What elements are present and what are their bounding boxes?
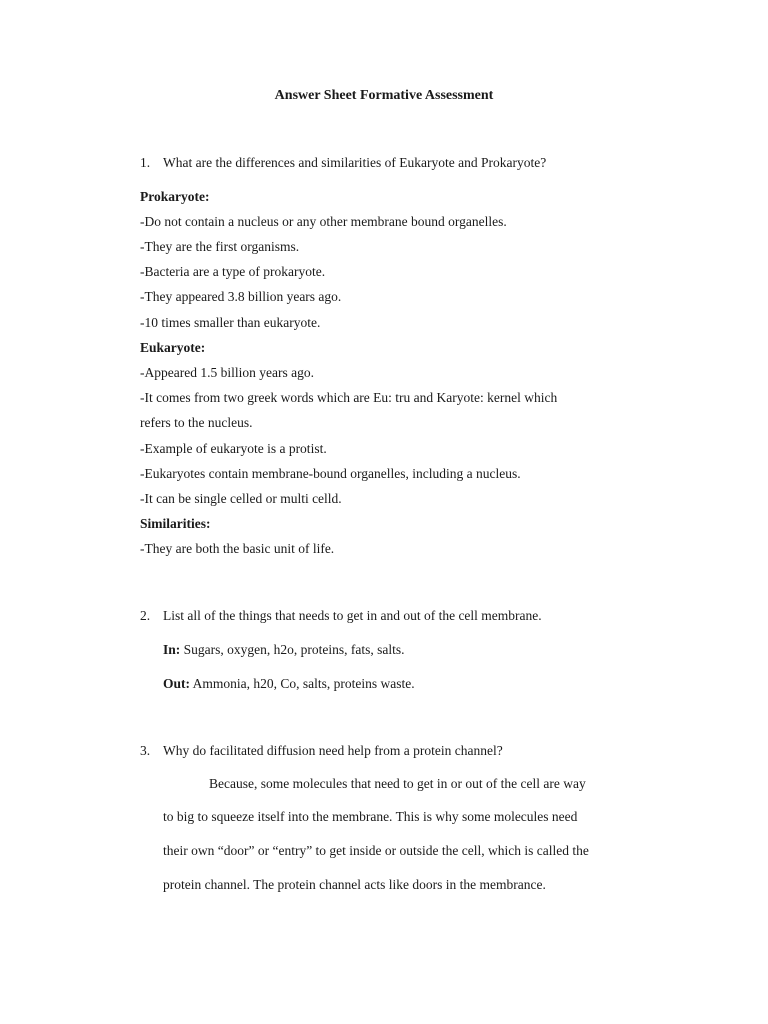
eukaryote-line: -It comes from two greek words which are Eu: tru and Karyote: kernel which xyxy=(140,390,558,405)
question-3-text: Why do facilitated diffusion need help from a protein channel? xyxy=(163,743,503,758)
answer-line: their own “door” or “entry” to get inside or outside the cell, which is called the xyxy=(163,843,589,858)
in-line xyxy=(163,642,405,658)
eukaryote-line: -Appeared 1.5 billion years ago. xyxy=(140,365,314,380)
eukaryote-line: -It can be single celled or multi celld. xyxy=(140,491,342,506)
question-2-number: 2. xyxy=(140,608,151,623)
out-line xyxy=(163,676,415,692)
eukaryote-line: refers to the nucleus. xyxy=(140,415,253,430)
eukaryote-line: -Eukaryotes contain membrane-bound organelles, including a nucleus. xyxy=(140,466,521,481)
in-text: Sugars, oxygen, h2o, proteins, fats, salts. xyxy=(180,642,405,657)
answer-line: protein channel. The protein channel acts like doors in the membrance. xyxy=(163,877,546,892)
prokaryote-line: -Bacteria are a type of prokaryote. xyxy=(140,264,326,279)
eukaryote-line: -Example of eukaryote is a protist. xyxy=(140,441,327,456)
prokaryote-line: -They are the first organisms. xyxy=(140,239,300,254)
prokaryote-line: -They appeared 3.8 billion years ago. xyxy=(140,289,342,304)
similarities-heading: Similarities: xyxy=(140,516,211,531)
question-1-text: What are the differences and similarities of Eukaryote and Prokaryote? xyxy=(163,155,547,170)
prokaryote-line: -Do not contain a nucleus or any other membrane bound organelles. xyxy=(140,214,507,229)
in-label: In: xyxy=(163,642,181,657)
eukaryote-heading: Eukaryote: xyxy=(140,340,206,355)
document-title: Answer Sheet Formative Assessment xyxy=(274,88,494,103)
question-2-text: List all of the things that needs to get in and out of the cell membrane. xyxy=(163,608,542,623)
similarities-line: -They are both the basic unit of life. xyxy=(140,541,335,556)
out-label: Out: xyxy=(163,676,190,691)
question-1-number: 1. xyxy=(140,155,151,170)
answer-line: to big to squeeze itself into the membrane. This is why some molecules need xyxy=(163,809,578,824)
prokaryote-line: -10 times smaller than eukaryote. xyxy=(140,315,321,330)
out-text: Ammonia, h20, Co, salts, proteins waste. xyxy=(190,676,415,691)
question-3-number: 3. xyxy=(140,743,151,758)
answer-line: Because, some molecules that need to get in or out of the cell are way xyxy=(209,776,586,791)
prokaryote-heading: Prokaryote: xyxy=(140,189,210,204)
